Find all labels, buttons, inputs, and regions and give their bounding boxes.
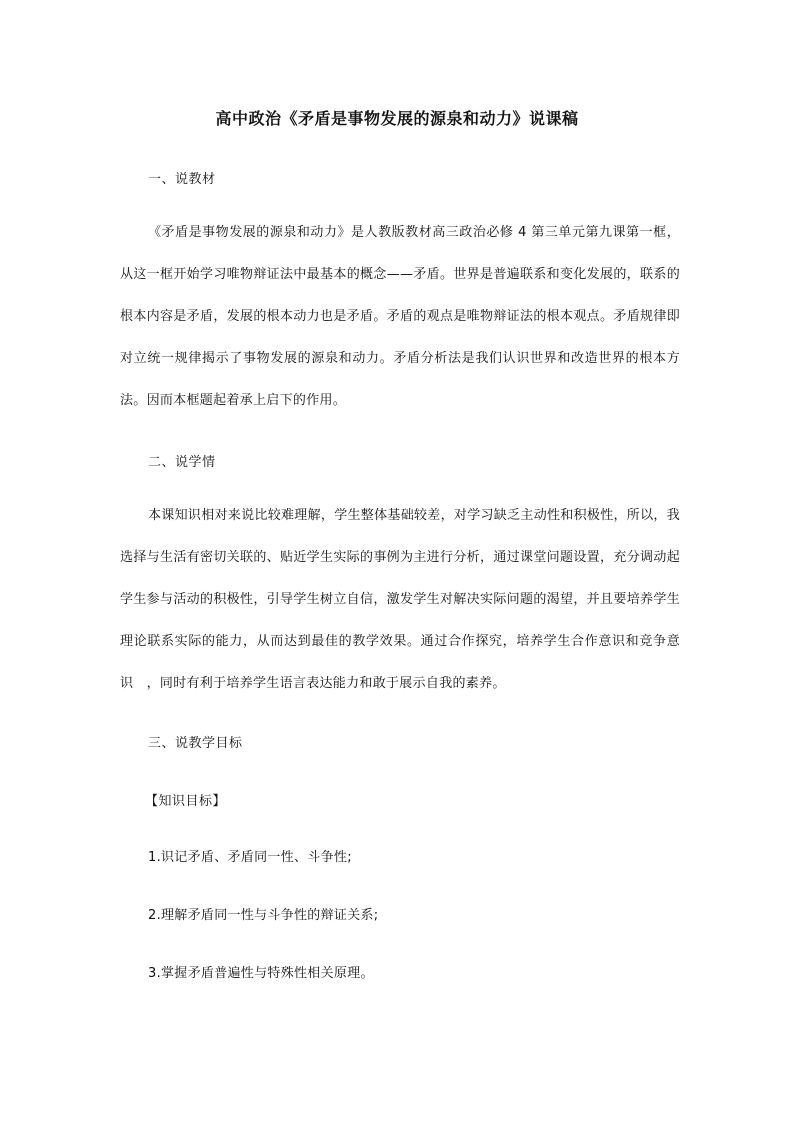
section-heading-textbook: 一、说教材 <box>148 172 216 187</box>
document-title: 高中政治《矛盾是事物发展的源泉和动力》说课稿 <box>215 109 579 128</box>
objective-item: 3.掌握矛盾普遍性与特殊性相关原理。 <box>148 966 374 981</box>
objective-item: 2.理解矛盾同一性与斗争性的辩证关系; <box>148 908 379 923</box>
section-heading-students: 二、说学情 <box>148 455 216 470</box>
section-heading-objectives: 三、说教学目标 <box>148 736 243 751</box>
section-paragraph-textbook: 《矛盾是事物发展的源泉和动力》是人教版教材高三政治必修 4 第三单元第九课第一框，从这一框开始学习唯物辩证法中最基本的概念——矛盾。世界是普遍联系和变化发展的，联系的根本内容是矛盾，发展的根本动力也是矛盾。矛盾的观点是唯物辩证法的根本观点。矛盾规律即对立统一规律揭示了事物发展的源泉和动力。矛盾分析法是我们认识世界和改造世界的根本方法。因而本框题起着承上启下的作用。 <box>120 225 680 408</box>
section-paragraph-students: 本课知识相对来说比较难理解，学生整体基础较差，对学习缺乏主动性和积极性，所以，我选择与生活有密切关联的、贴近学生实际的事例为主进行分析，通过课堂问题设置，充分调动起学生参与活动的积极性，引导学生树立自信，激发学生对解决实际问题的渴望，并且要培养学生理论联系实际的能力，从而达到最佳的教学效果。通过合作探究，培养学生合作意识和竞争意识 ，同时有利于培养学生语言表达能力和敢于展示自我的素养。 <box>120 508 681 691</box>
knowledge-objective-label: 【知识目标】 <box>145 794 227 809</box>
objective-item: 1.识记矛盾、矛盾同一性、斗争性; <box>148 850 352 865</box>
